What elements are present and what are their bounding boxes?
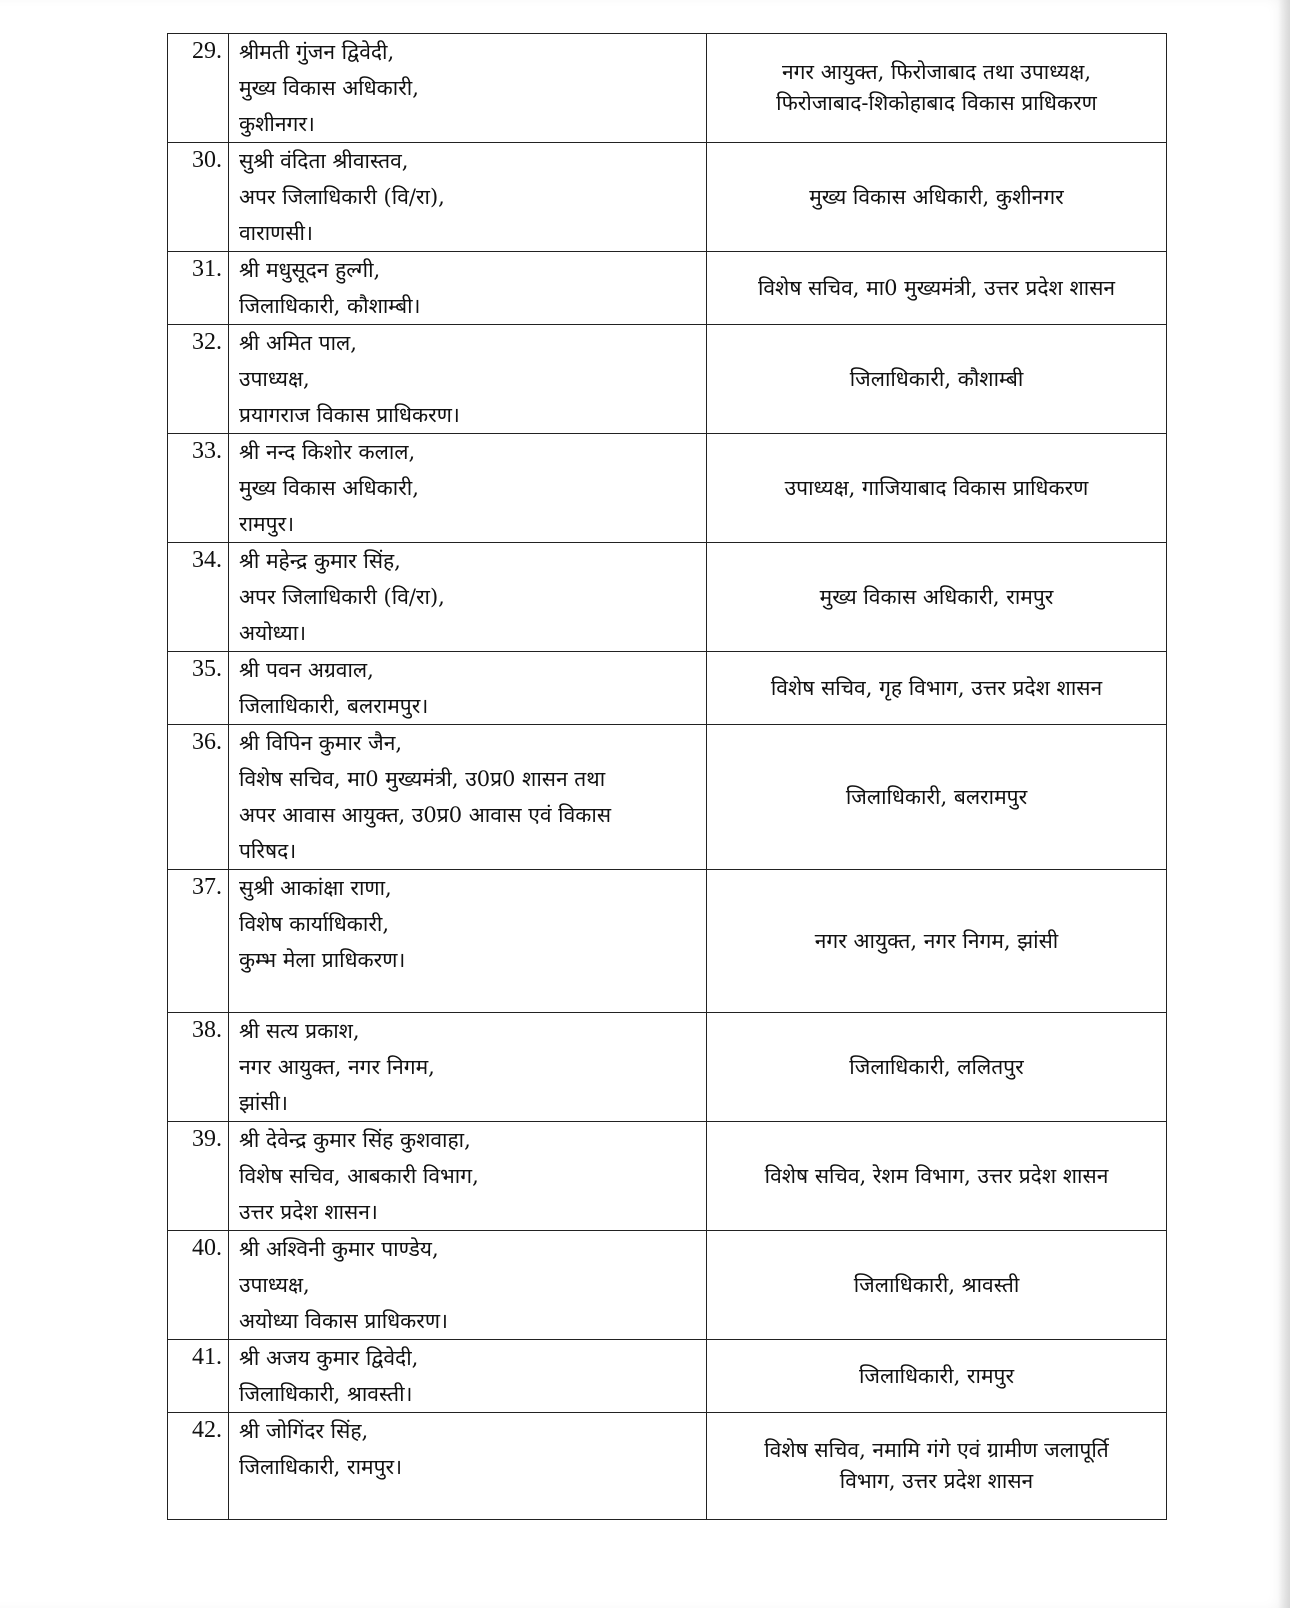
new-posting-line: विशेष सचिव, मा0 मुख्यमंत्री, उत्तर प्रदेश शासन	[757, 275, 1116, 300]
new-posting-line: जिलाधिकारी, बलरामपुर	[845, 784, 1028, 809]
new-posting	[707, 725, 1167, 870]
new-posting	[707, 543, 1167, 652]
table-row	[168, 1231, 1167, 1340]
serial-number: 41.	[168, 1340, 229, 1413]
officer-detail-line: जिलाधिकारी, रामपुर।	[239, 1455, 403, 1479]
serial-number: 35.	[168, 652, 229, 725]
new-posting	[707, 1413, 1167, 1520]
new-posting	[707, 1231, 1167, 1340]
serial-number: 32.	[168, 325, 229, 434]
officer-detail-line: उत्तर प्रदेश शासन।	[239, 1200, 378, 1224]
table-row	[168, 870, 1167, 1013]
officer-current-post	[229, 870, 707, 1013]
new-posting-line: नगर आयुक्त, फिरोजाबाद तथा उपाध्यक्ष,	[781, 60, 1092, 84]
new-posting-line: विशेष सचिव, रेशम विभाग, उत्तर प्रदेश शासन	[764, 1163, 1109, 1188]
table-row	[168, 652, 1167, 725]
serial-number: 37.	[168, 870, 229, 1013]
new-posting-line: उपाध्यक्ष, गाजियाबाद विकास प्राधिकरण	[784, 475, 1089, 500]
officer-detail-line: श्री मधुसूदन हुल्गी,	[239, 258, 381, 282]
new-posting-line: मुख्य विकास अधिकारी, रामपुर	[819, 584, 1054, 609]
officer-detail-line: श्री देवेन्द्र कुमार सिंह कुशवाहा,	[239, 1128, 471, 1152]
officer-detail-line: अपर जिलाधिकारी (वि/रा),	[239, 585, 445, 609]
officer-detail-line: झांसी।	[239, 1091, 288, 1115]
officer-current-post	[229, 543, 707, 652]
table-row	[168, 1340, 1167, 1413]
officer-detail-line: श्री महेन्द्र कुमार सिंह,	[239, 549, 401, 573]
new-posting	[707, 652, 1167, 725]
new-posting-line: नगर आयुक्त, नगर निगम, झांसी	[814, 928, 1059, 953]
officer-current-post	[229, 1340, 707, 1413]
officer-detail-line: जिलाधिकारी, बलरामपुर।	[239, 694, 429, 718]
serial-number: 34.	[168, 543, 229, 652]
officer-detail-line: अयोध्या विकास प्राधिकरण।	[239, 1309, 449, 1333]
serial-number: 31.	[168, 252, 229, 325]
officer-detail-line: अपर जिलाधिकारी (वि/रा),	[239, 185, 445, 209]
new-posting	[707, 1122, 1167, 1231]
serial-number: 30.	[168, 143, 229, 252]
table-row	[168, 434, 1167, 543]
serial-number: 40.	[168, 1231, 229, 1340]
officer-current-post	[229, 252, 707, 325]
officer-current-post	[229, 1013, 707, 1122]
officer-detail-line: श्री जोगिंदर सिंह,	[239, 1419, 369, 1443]
officer-detail-line: वाराणसी।	[239, 221, 313, 245]
transfer-table-body	[168, 34, 1167, 1520]
officer-detail-line: मुख्य विकास अधिकारी,	[239, 76, 419, 100]
new-posting	[707, 34, 1167, 143]
officer-detail-line: कुम्भ मेला प्राधिकरण।	[239, 948, 406, 972]
officer-current-post	[229, 1122, 707, 1231]
officer-detail-line: श्री अश्विनी कुमार पाण्डेय,	[239, 1237, 439, 1261]
officer-detail-line: जिलाधिकारी, कौशाम्बी।	[239, 294, 421, 318]
officer-detail-line: अयोध्या।	[239, 621, 307, 645]
officer-detail-line: श्रीमती गुंजन द्विवेदी,	[239, 40, 395, 64]
serial-number: 33.	[168, 434, 229, 543]
table-row	[168, 1122, 1167, 1231]
serial-number: 42.	[168, 1413, 229, 1520]
officer-detail-line: उपाध्यक्ष,	[239, 1273, 310, 1297]
table-row	[168, 725, 1167, 870]
serial-number: 36.	[168, 725, 229, 870]
officer-detail-line: सुश्री आकांक्षा राणा,	[239, 876, 392, 900]
officer-detail-line: श्री नन्द किशोर कलाल,	[239, 440, 416, 464]
serial-number: 38.	[168, 1013, 229, 1122]
officer-detail-line: मुख्य विकास अधिकारी,	[239, 476, 419, 500]
new-posting-line: फिरोजाबाद-शिकोहाबाद विकास प्राधिकरण	[776, 91, 1097, 115]
officer-current-post	[229, 325, 707, 434]
new-posting	[707, 870, 1167, 1013]
officer-detail-line: परिषद।	[239, 839, 297, 863]
officer-detail-line: अपर आवास आयुक्त, उ0प्र0 आवास एवं विकास	[239, 803, 612, 827]
officer-detail-line: विशेष कार्याधिकारी,	[239, 912, 390, 936]
table-row	[168, 34, 1167, 143]
officer-detail-line: श्री पवन अग्रवाल,	[239, 658, 374, 682]
new-posting-line: मुख्य विकास अधिकारी, कुशीनगर	[809, 184, 1064, 209]
officer-current-post	[229, 34, 707, 143]
new-posting-line: विशेष सचिव, गृह विभाग, उत्तर प्रदेश शासन	[770, 675, 1103, 700]
serial-number: 39.	[168, 1122, 229, 1231]
table-row	[168, 325, 1167, 434]
officer-detail-line: सुश्री वंदिता श्रीवास्तव,	[239, 149, 409, 173]
new-posting	[707, 1013, 1167, 1122]
new-posting-line: जिलाधिकारी, श्रावस्ती	[853, 1272, 1020, 1297]
transfer-table	[167, 33, 1167, 1520]
new-posting	[707, 252, 1167, 325]
officer-current-post	[229, 434, 707, 543]
table-row	[168, 252, 1167, 325]
officer-detail-line: नगर आयुक्त, नगर निगम,	[239, 1055, 435, 1079]
new-posting	[707, 143, 1167, 252]
new-posting-line: जिलाधिकारी, रामपुर	[858, 1363, 1015, 1388]
new-posting-line: विभाग, उत्तर प्रदेश शासन	[839, 1469, 1034, 1493]
new-posting	[707, 325, 1167, 434]
officer-detail-line: श्री सत्य प्रकाश,	[239, 1019, 360, 1043]
officer-detail-line: जिलाधिकारी, श्रावस्ती।	[239, 1382, 413, 1406]
new-posting-line: विशेष सचिव, नमामि गंगे एवं ग्रामीण जलापूर्ति	[764, 1438, 1109, 1462]
officer-detail-line: श्री अजय कुमार द्विवेदी,	[239, 1346, 419, 1370]
officer-detail-line: विशेष सचिव, आबकारी विभाग,	[239, 1164, 479, 1188]
new-posting-line: जिलाधिकारी, कौशाम्बी	[849, 366, 1024, 391]
new-posting-line: जिलाधिकारी, ललितपुर	[849, 1054, 1024, 1079]
officer-current-post	[229, 652, 707, 725]
officer-detail-line: विशेष सचिव, मा0 मुख्यमंत्री, उ0प्र0 शासन तथा	[239, 767, 606, 791]
officer-current-post	[229, 143, 707, 252]
officer-current-post	[229, 725, 707, 870]
table-row	[168, 543, 1167, 652]
serial-number: 29.	[168, 34, 229, 143]
officer-detail-line: श्री विपिन कुमार जैन,	[239, 731, 403, 755]
new-posting	[707, 434, 1167, 543]
new-posting	[707, 1340, 1167, 1413]
officer-detail-line: श्री अमित पाल,	[239, 331, 357, 355]
table-row	[168, 143, 1167, 252]
table-row	[168, 1013, 1167, 1122]
officer-detail-line: उपाध्यक्ष,	[239, 367, 310, 391]
table-row	[168, 1413, 1167, 1520]
officer-current-post	[229, 1231, 707, 1340]
officer-detail-line: कुशीनगर।	[239, 112, 315, 136]
officer-current-post	[229, 1413, 707, 1520]
officer-detail-line: रामपुर।	[239, 512, 295, 536]
officer-detail-line: प्रयागराज विकास प्राधिकरण।	[239, 403, 460, 427]
